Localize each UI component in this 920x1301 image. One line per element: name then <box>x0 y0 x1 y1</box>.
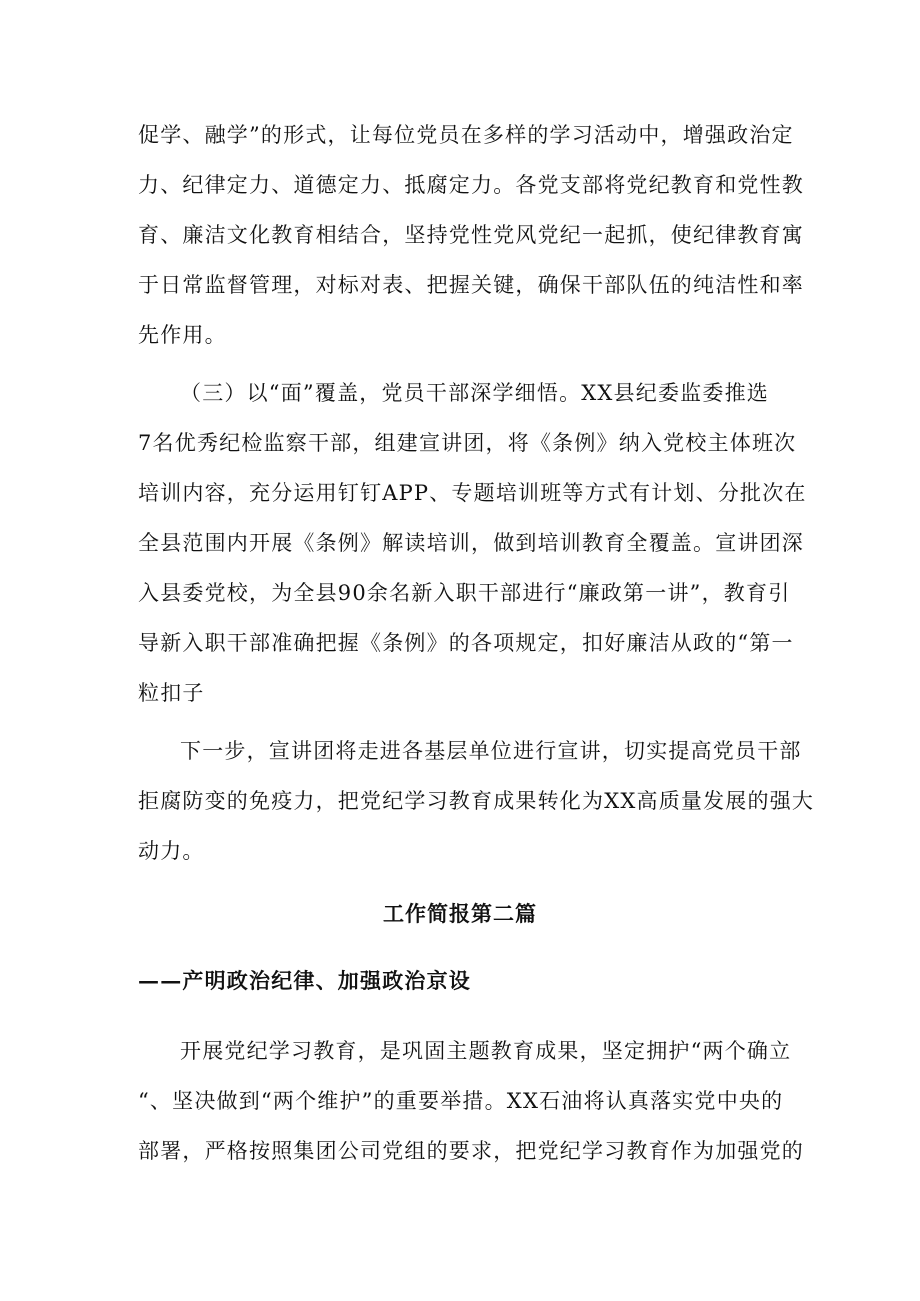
section-subtitle: ——产明政治纪律、加强政治京设 <box>138 968 471 993</box>
paragraph-line: 促学、融学”的形式，让每位党员在多样的学习活动中，增强政治定 <box>138 123 794 147</box>
paragraph-line: 入县委党校，为全县90余名新入职干部进行“廉政第一讲”，教育引 <box>138 581 791 605</box>
paragraph-line: 动力。 <box>138 839 205 863</box>
paragraph-line: 下一步，宣讲团将走进各基层单位进行宣讲，切实提高党员干部 <box>180 739 802 763</box>
paragraph-line: 拒腐防变的免疫力，把党纪学习教育成果转化为XX高质量发展的强大 <box>138 789 815 813</box>
paragraph-line: 力、纪律定力、道德定力、抵腐定力。各党支部将党纪教育和党性教 <box>138 173 804 197</box>
paragraph-line: 开展党纪学习教育，是巩固主题教育成果，坚定拥护“两个确立 <box>180 1039 792 1063</box>
paragraph-line: 先作用。 <box>138 323 227 347</box>
paragraph-line: 7名优秀纪检监察干部，组建宣讲团，将《条例》纳入党校主体班次 <box>138 431 797 455</box>
paragraph-line: 全县范围内开展《条例》解读培训，做到培训教育全覆盖。宣讲团深 <box>138 531 804 555</box>
paragraph-line: 育、廉洁文化教育相结合，坚持党性党风党纪一起抓，使纪律教育寓 <box>138 223 804 247</box>
paragraph-line: “、坚决做到“两个维护”的重要举措。XX石油将认真落实党中央的 <box>138 1089 784 1113</box>
paragraph-line: 部署，严格按照集团公司党组的要求，把党纪学习教育作为加强党的 <box>138 1139 804 1163</box>
section-title: 工作简报第二篇 <box>383 901 537 926</box>
paragraph-line: （三）以“面”覆盖，党员干部深学细悟。XX县纪委监委推选 <box>180 381 769 405</box>
paragraph-line: 粒扣子 <box>138 681 205 705</box>
paragraph-line: 导新入职干部准确把握《条例》的各项规定，扣好廉洁从政的“第一 <box>138 631 794 655</box>
paragraph-line: 培训内容，充分运用钉钉APP、专题培训班等方式有计划、分批次在 <box>138 481 807 505</box>
paragraph-line: 于日常监督管理，对标对表、把握关键，确保干部队伍的纯洁性和率 <box>138 273 804 297</box>
